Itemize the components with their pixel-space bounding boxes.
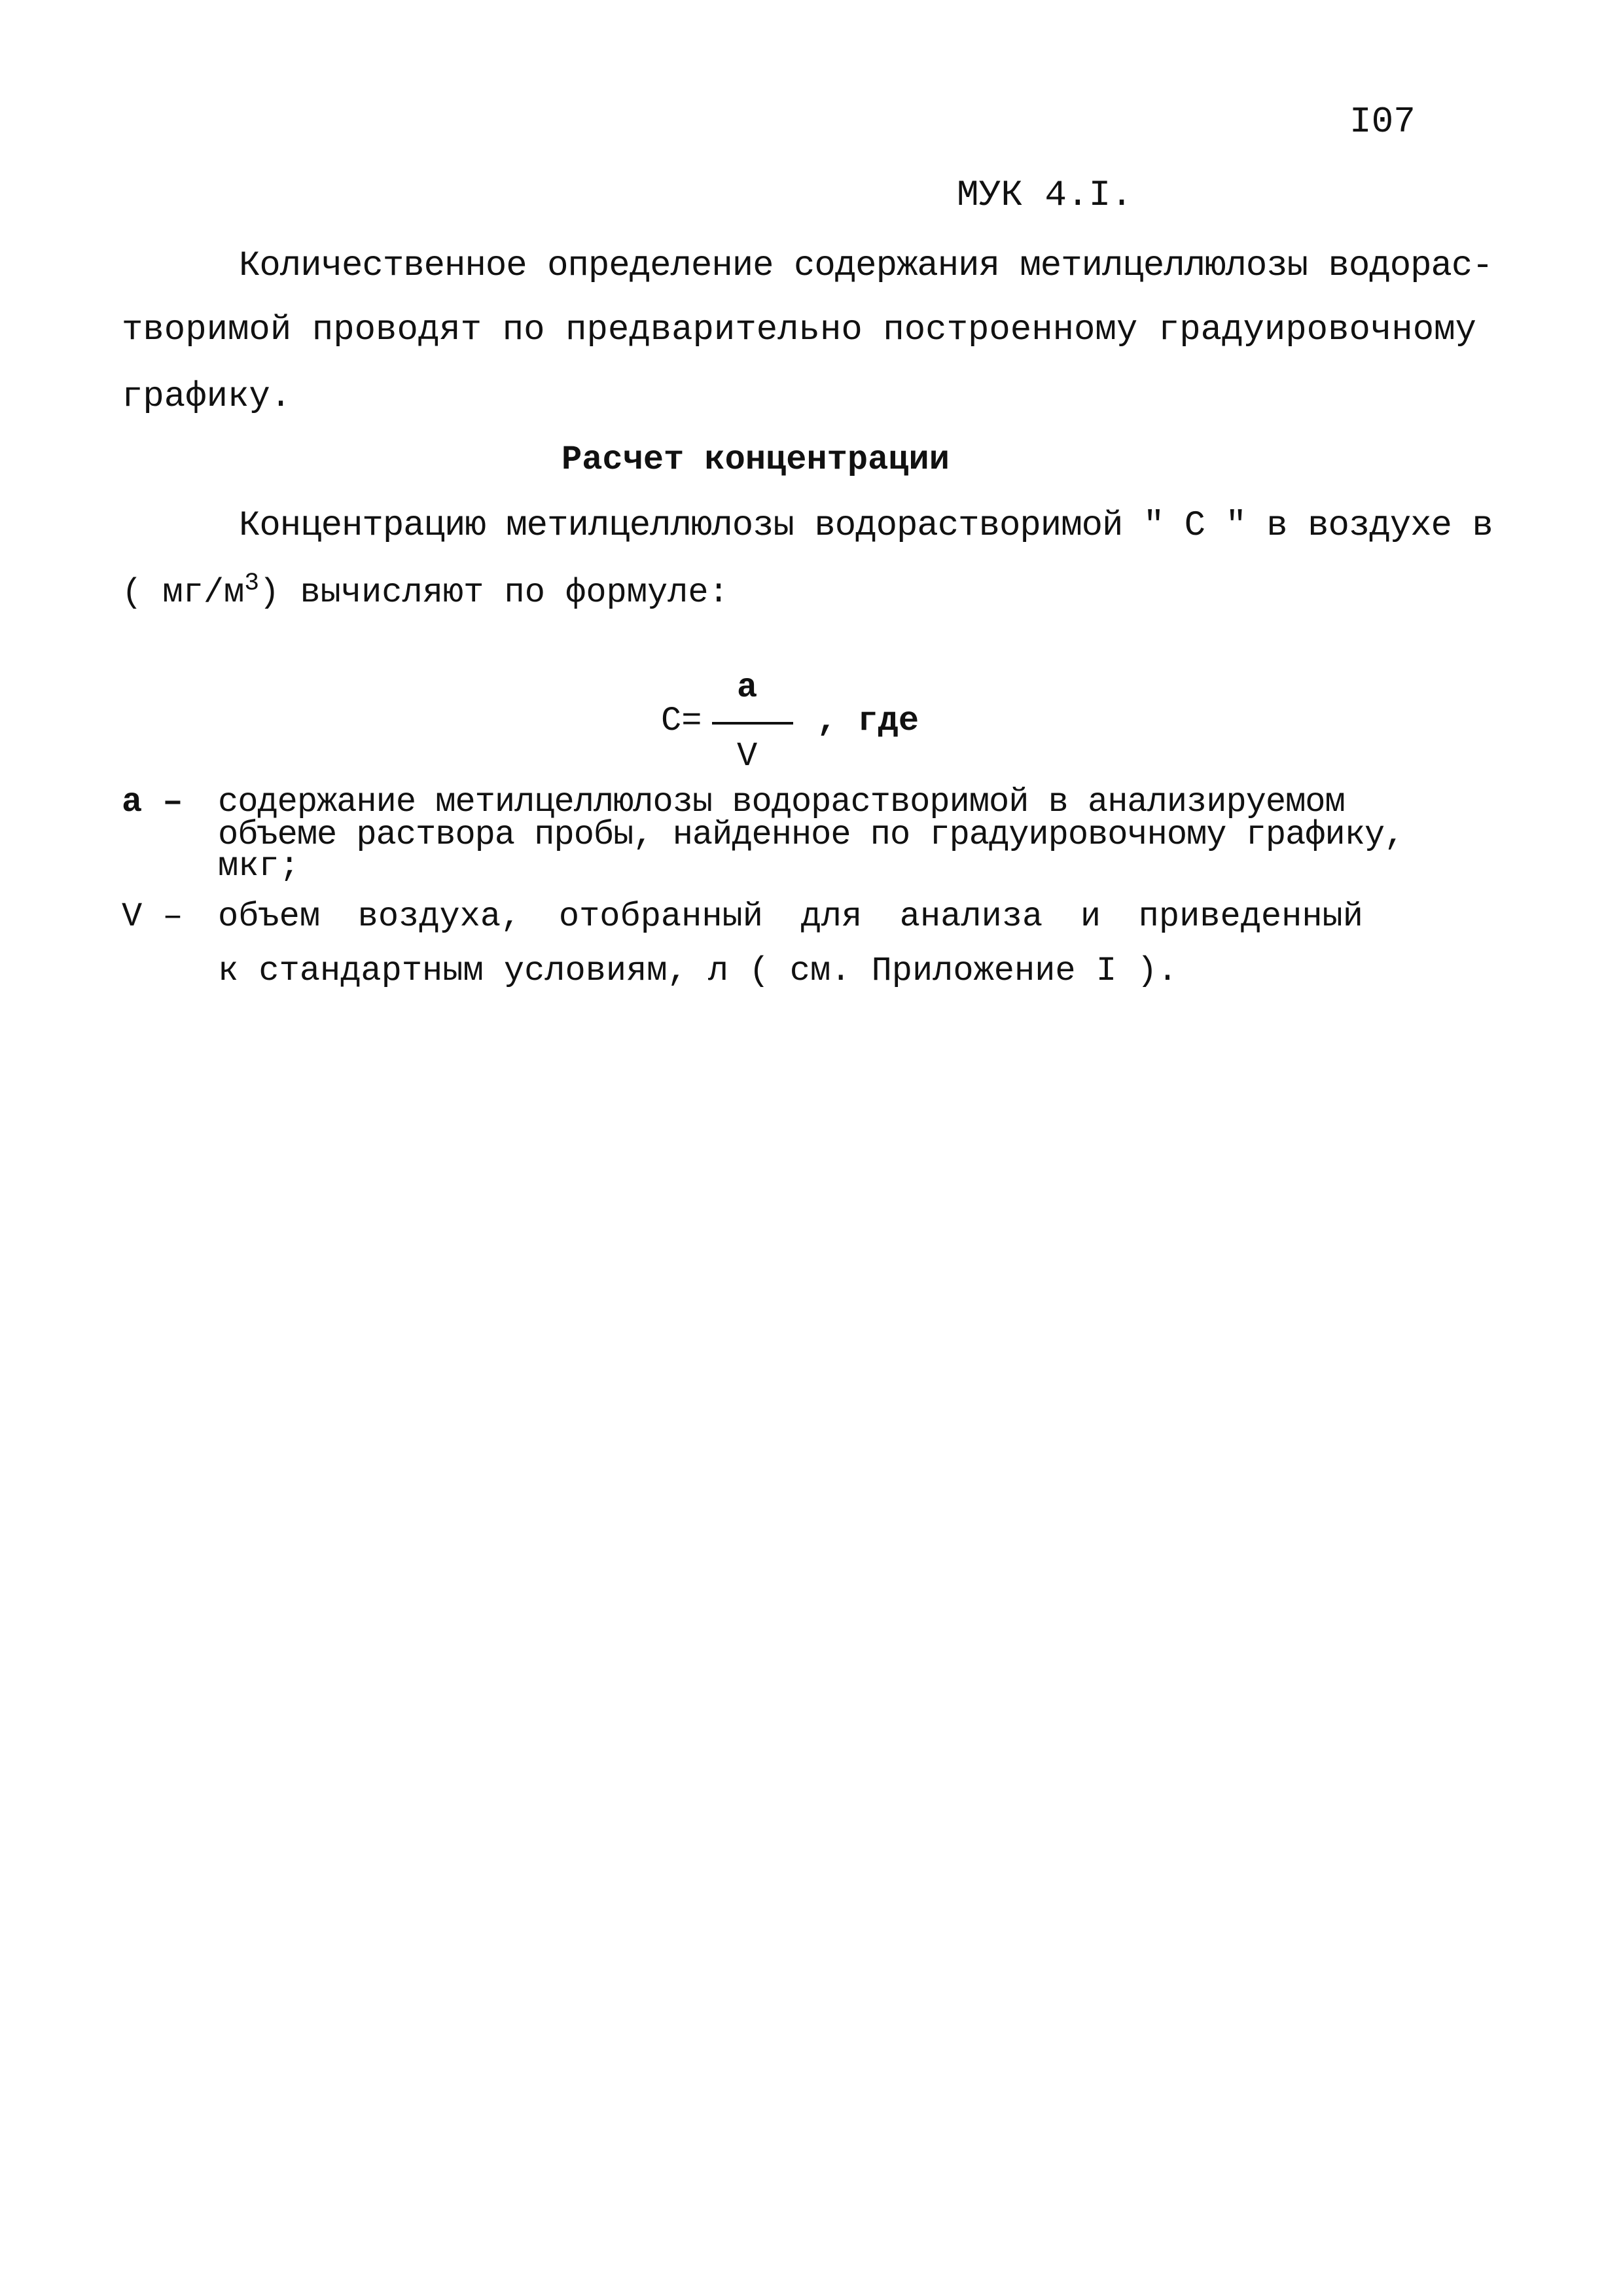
definition-v-symbol: V – bbox=[122, 897, 183, 936]
definition-a-symbol: а – bbox=[122, 783, 183, 821]
intro-word: проводят bbox=[312, 310, 482, 350]
section-line-2 bbox=[122, 569, 729, 612]
definition-v-line-2: к стандартным условиям, л ( см. Приложение I ). bbox=[218, 952, 1178, 990]
unit-superscript: 3 bbox=[244, 569, 260, 598]
intro-line-3: графику. bbox=[122, 377, 292, 417]
page-number: I07 bbox=[1349, 101, 1416, 143]
document-code: МУК 4.I. bbox=[957, 174, 1133, 216]
definition-word: приведенный bbox=[1138, 897, 1363, 936]
definition-a-line-2: объеме раствора пробы, найденное по градуировочному графику, bbox=[218, 816, 1404, 854]
intro-line-1: Количественное определение содержания метилцеллюлозы водорас- bbox=[239, 246, 1493, 286]
definition-word: объем bbox=[218, 897, 321, 936]
formula-numerator: a bbox=[737, 668, 758, 707]
formula-lhs: С= bbox=[661, 702, 702, 740]
section-title: Расчет концентрации bbox=[562, 440, 950, 479]
section-line-1: Концентрацию метилцеллюлозы водорастворимой " С " в воздухе в bbox=[239, 506, 1493, 546]
intro-line-2 bbox=[122, 310, 1476, 350]
intro-word: творимой bbox=[122, 310, 292, 350]
intro-word: градуировочному bbox=[1158, 310, 1476, 350]
formula-fraction-bar bbox=[712, 722, 793, 725]
definition-a-line-1: содержание метилцеллюлозы водорастворимой в анализируемом bbox=[218, 783, 1345, 821]
definition-word: воздуха, bbox=[357, 897, 522, 936]
definition-v-line-1 bbox=[218, 897, 1363, 936]
definition-word: и bbox=[1080, 897, 1101, 936]
intro-word: по bbox=[502, 310, 545, 350]
definition-word: отобранный bbox=[558, 897, 763, 936]
definition-word: для bbox=[800, 897, 863, 936]
unit-prefix: ( мг/м bbox=[122, 573, 245, 612]
formula-denominator: V bbox=[737, 737, 758, 776]
formula-suffix: , где bbox=[817, 702, 919, 740]
unit-suffix: ) вычисляют по формуле: bbox=[259, 573, 729, 612]
intro-word: предварительно bbox=[565, 310, 863, 350]
intro-word: построенному bbox=[883, 310, 1138, 350]
definition-word: анализа bbox=[899, 897, 1043, 936]
definition-a-line-3: мкг; bbox=[218, 847, 300, 886]
